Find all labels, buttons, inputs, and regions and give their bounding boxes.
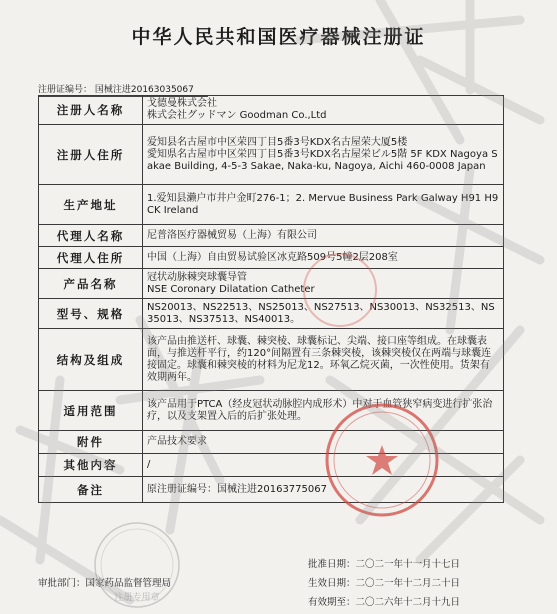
field-row-production-address: [39, 185, 504, 225]
certificate-table: [38, 95, 504, 503]
field-line: 尼普洛医疗器械贸易（上海）有限公司: [147, 229, 317, 241]
field-label: 其他内容: [39, 454, 143, 477]
field-value: [143, 247, 504, 269]
field-line: 戈德曼株式会社: [147, 98, 217, 109]
field-row-product-name: [39, 269, 504, 299]
field-value: [143, 96, 504, 125]
field-value: [143, 269, 504, 299]
field-row-scope: [39, 391, 504, 431]
approval-date: 批准日期：二〇二一年十一月十七日: [308, 559, 461, 570]
field-value: [143, 431, 504, 454]
field-line: 爱知县名古屋市中区荣四丁目5番3号KDX名古屋荣大厦5楼: [147, 136, 408, 148]
field-line: 该产品由推送杆、球囊、棘突棱、球囊标记、尖端、接口座等组成。在球囊表面，与推送杆平行，约120°间隔置有三条棘突棱，该棘突棱仅在两端与球囊连接固定。球囊和棘突棱的材料为尼龙12。环氧乙烷灭菌，一次性使用。货架有效期两年。: [147, 335, 492, 383]
field-label: 型号、规格: [39, 299, 143, 329]
field-row-agent-address: [39, 247, 504, 269]
field-label: 产品名称: [39, 269, 143, 299]
field-value: [143, 185, 504, 225]
field-row-remarks: [39, 477, 504, 503]
field-label: 代理人名称: [39, 225, 143, 247]
field-line: 冠状动脉棘突球囊导管: [147, 271, 247, 283]
field-line: NS20013、NS22513、NS25013、NS27513、NS30013、NS32513、NS35013、NS37513、NS40013。: [147, 301, 495, 325]
field-line: 中国（上海）自由贸易试验区冰克路509号5幢2层208室: [147, 251, 398, 263]
effective-date: 生效日期：二〇二一年十二月二十日: [308, 578, 461, 589]
field-value: [143, 125, 504, 185]
field-value: [143, 329, 504, 391]
registration-number: 注册证编号： 国械注进20163035067: [38, 82, 208, 97]
stamp-text: 注册专用章: [114, 593, 160, 603]
field-value: [143, 225, 504, 247]
approval-department: 审批部门：国家药品监督管理局: [38, 578, 172, 589]
field-label: 注册人名称: [39, 96, 143, 125]
field-value: [143, 391, 504, 431]
field-label: 注册人住所: [39, 125, 143, 185]
field-label: 附件: [39, 431, 143, 454]
field-row-other: [39, 454, 504, 477]
field-row-models: [39, 299, 504, 329]
field-label: 适用范围: [39, 391, 143, 431]
field-line: 愛知県名古屋市中区栄四丁目5番3号KDX名古屋栄ビル5階 5F KDX Nagoya Sakae Building, 4-5-3 Sakae, Naka-ku, Nagoya, Aichi 460-0008 Japan: [147, 148, 498, 172]
field-line: 1.爱知县濑户市井户金町276-1；2. Mervue Business Park Galway H91 H9CK Ireland: [147, 192, 499, 216]
field-row-structure: [39, 329, 504, 391]
field-row-registrant-address: [39, 125, 504, 185]
field-label: 生产地址: [39, 185, 143, 225]
field-label: 代理人住所: [39, 247, 143, 269]
field-line: NSE Coronary Dilatation Catheter: [147, 283, 315, 295]
field-label: 结构及组成: [39, 329, 143, 391]
expiry-date: 有效期至：二〇二六年十二月十九日: [308, 597, 461, 608]
field-line: /: [147, 459, 151, 470]
certificate-title: 中华人民共和国医疗器械注册证: [131, 26, 426, 48]
field-row-agent-name: [39, 225, 504, 247]
field-value: [143, 477, 504, 503]
field-line: 原注册证编号：国械注进20163775067: [147, 483, 327, 495]
field-row-attachment: [39, 431, 504, 454]
field-line: 该产品用于PTCA（经皮冠状动脉腔内成形术）中对于血管狭窄病变进行扩张治疗，以及支架置入后的后扩张处理。: [147, 398, 493, 422]
field-row-registrant-name: [39, 96, 504, 125]
field-value: [143, 299, 504, 329]
field-line: 产品技术要求: [147, 436, 207, 447]
registration-seal-icon: [92, 520, 182, 610]
field-label: 备注: [39, 477, 143, 503]
field-line: 株式会社グッドマン Goodman Co.,Ltd: [147, 110, 327, 121]
field-value: [143, 454, 504, 477]
